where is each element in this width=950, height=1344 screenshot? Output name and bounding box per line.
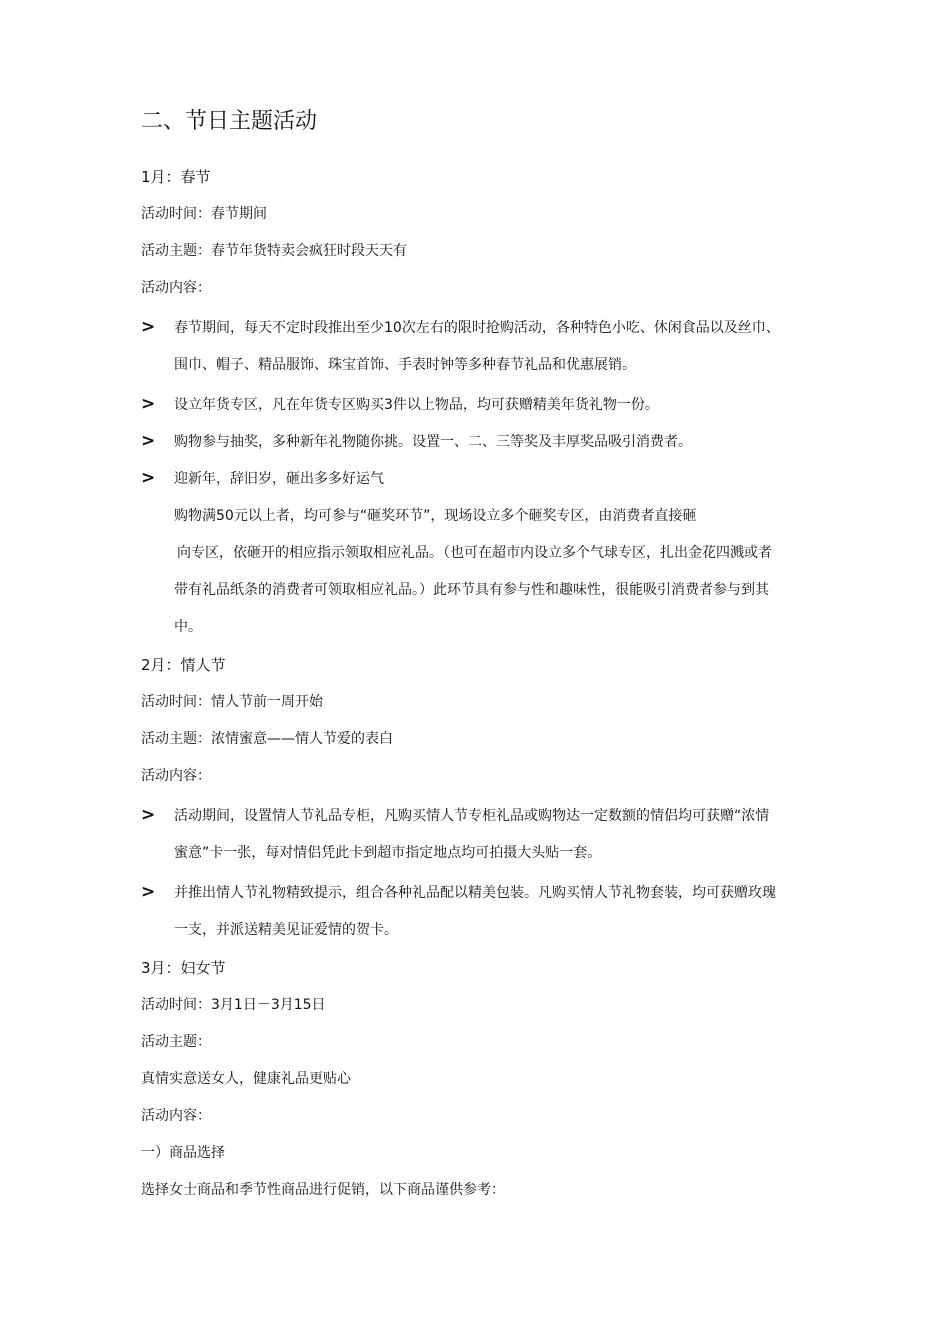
mar-time: 活动时间：3月1日－3月15日 xyxy=(141,997,326,1013)
feb-heading: 2月：情人节 xyxy=(141,656,226,674)
mar-subheading-1: 一）商品选择 xyxy=(141,1145,225,1161)
jan-bullet-3: 购物参与抽奖，多种新年礼物随你挑。设置一、二、三等奖及丰厚奖品吸引消费者。 xyxy=(174,434,692,450)
jan-bullet-1-line-2: 围巾、帽子、精品服饰、珠宝首饰、手表时钟等多种春节礼品和优惠展销。 xyxy=(174,357,636,373)
jan-bullet-4-line-5: 中。 xyxy=(174,619,202,635)
feb-theme: 活动主题：浓情蜜意——情人节爱的表白 xyxy=(141,731,393,747)
feb-bullet-2-line-1: 并推出情人节礼物精致提示，组合各种礼品配以精美包装。凡购买情人节礼物套装，均可获赠玫瑰 xyxy=(174,885,776,901)
bullet-icon: > xyxy=(141,805,156,825)
jan-bullet-2: 设立年货专区，凡在年货专区购买3件以上物品，均可获赠精美年货礼物一份。 xyxy=(174,397,659,413)
mar-theme: 真情实意送女人，健康礼品更贴心 xyxy=(141,1071,351,1087)
jan-content-label: 活动内容： xyxy=(141,280,211,296)
feb-bullet-1-line-2: 蜜意”卡一张，每对情侣凭此卡到超市指定地点均可拍摄大头贴一套。 xyxy=(174,845,602,861)
bullet-icon: > xyxy=(141,468,156,488)
mar-theme-label: 活动主题： xyxy=(141,1034,211,1050)
feb-content-label: 活动内容： xyxy=(141,768,211,784)
jan-theme: 活动主题：春节年货特卖会疯狂时段天天有 xyxy=(141,243,407,259)
mar-sub1-text: 选择女士商品和季节性商品进行促销，以下商品谨供参考： xyxy=(141,1182,505,1198)
jan-time: 活动时间：春节期间 xyxy=(141,206,267,222)
feb-time: 活动时间：情人节前一周开始 xyxy=(141,694,323,710)
jan-bullet-1-line-1: 春节期间，每天不定时段推出至少10次左右的限时抢购活动，各种特色小吃、休闲食品以及丝巾、 xyxy=(174,320,780,336)
jan-bullet-4-line-3: 向专区，依砸开的相应指示领取相应礼品。（也可在超市内设立多个气球专区，扎出金花四溅或者 xyxy=(177,545,772,561)
bullet-icon: > xyxy=(141,431,156,451)
mar-content-label: 活动内容： xyxy=(141,1108,211,1124)
bullet-icon: > xyxy=(141,317,156,337)
jan-bullet-4-line-2: 购物满50元以上者，均可参与“砸奖环节”，现场设立多个砸奖专区，由消费者直接砸 xyxy=(174,508,697,524)
feb-bullet-2-line-2: 一支，并派送精美见证爱情的贺卡。 xyxy=(174,922,398,938)
jan-heading: 1月：春节 xyxy=(141,168,211,186)
jan-bullet-4-line-1: 迎新年，辞旧岁，砸出多多好运气 xyxy=(174,471,384,487)
feb-bullet-1-line-1: 活动期间，设置情人节礼品专柜，凡购买情人节专柜礼品或购物达一定数额的情侣均可获赠“浓情 xyxy=(174,808,770,824)
bullet-icon: > xyxy=(141,882,156,902)
section-title: 二、节日主题活动 xyxy=(141,109,318,134)
jan-bullet-4-line-4: 带有礼品纸条的消费者可领取相应礼品。）此环节具有参与性和趣味性，很能吸引消费者参与到其 xyxy=(174,582,769,598)
bullet-icon: > xyxy=(141,394,156,414)
mar-heading: 3月：妇女节 xyxy=(141,959,226,977)
